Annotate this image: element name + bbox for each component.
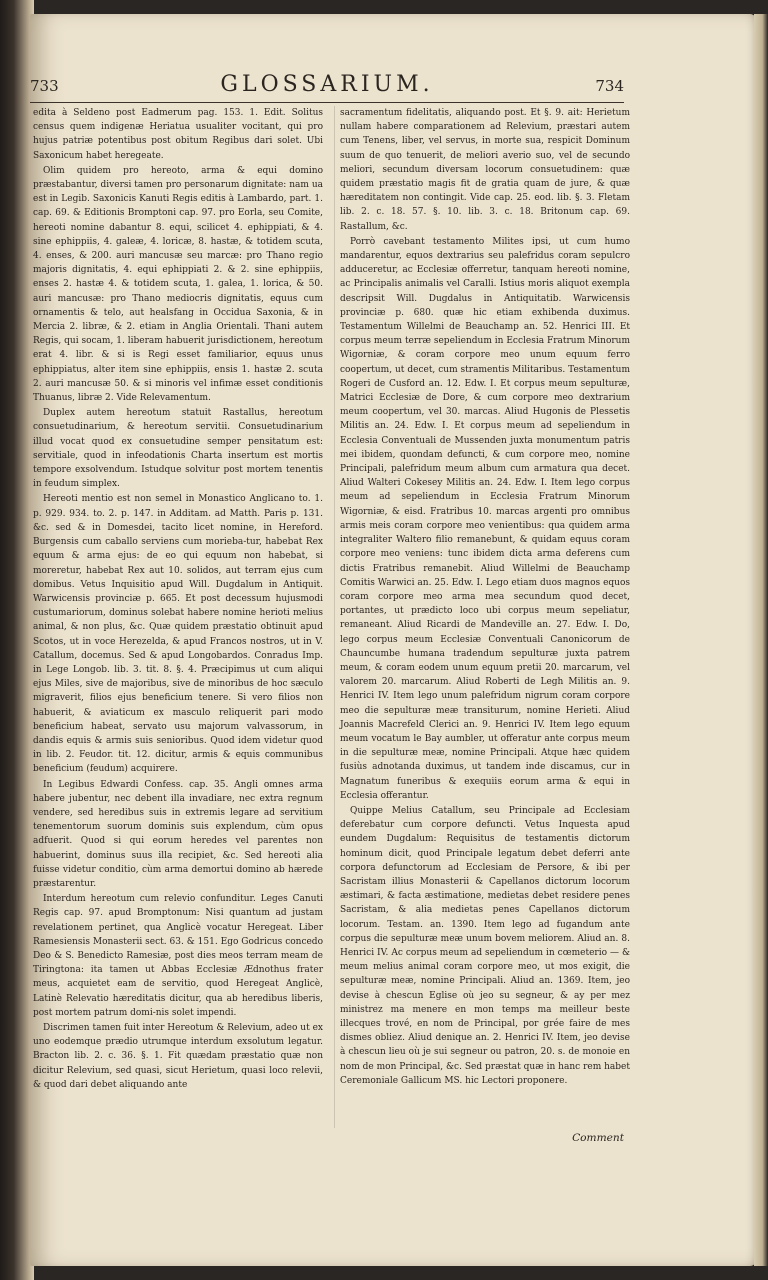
- header-rule: [30, 102, 624, 103]
- paragraph: Duplex autem hereotum statuit Rastallus, hereotum consuetudinarium, & hereotum servitii. Consuetudinarium illud vocat quod ex consuetudine semper pensitatum est: servitiale, quod in infeodationis Charta insertum est mortis tempore exsolvendum. Istudque solvitur post mortem tenentis in feudum simplex.: [33, 408, 323, 490]
- paragraph: In Legibus Edwardi Confess. cap. 35. Angli omnes arma habere jubentur, nec debent illa invadiare, nec extra regnum vendere, sed heredibus suis in extremis legare ad servitium tenementorum suorum dominis suis explendum, cùm opus adfuerit. Quod si qui eorum heredes vel parentes non habuerint, dominus suus illa recipiet, &c. Sed hereoti alia fuisse videtur conditio, cùm arma demortui domino ab hærede præstarentur.: [33, 779, 323, 889]
- paragraph: Discrimen tamen fuit inter Hereotum & Relevium, adeo ut ex uno eodemque prædio utrumque interdum exsolutum legatur. Bracton lib. 2. c. 36. §. 1. Fit quædam præstatio quæ non dicitur Relevium, sed quasi, sicut Herietum, quasi loco relevii, & quod dari debet aliquando ante: [33, 1023, 323, 1090]
- left-page-number: 733: [30, 77, 59, 95]
- right-column: [340, 106, 630, 1089]
- page-header: [30, 72, 624, 106]
- column-divider: [334, 106, 335, 1128]
- paragraph: sacramentum fidelitatis, aliquando post. Et §. 9. ait: Herietum nullam habere comparationem ad Relevium, præstari autem cum Tenens, liber, vel servus, in morte sua, respicit Dominum suum de quo tenuerit, de meliori averio suo, vel de secundo meliori, secundum diversam locorum consuetudinem: quæ quidem præstatio magis fit de gratia quam de jure, & quæ hæreditatem non contingit. Vide cap. 25. eod. lib. §. 3. Fletam lib. 2. c. 18. 57. §. 10. lib. 3. c. 18. Britonum cap. 69. Rastallum, &c.: [340, 108, 630, 232]
- book-spine: [0, 0, 34, 1280]
- paragraph: Quippe Melius Catallum, seu Principale ad Ecclesiam deferebatur cum corpore defuncti. Vetus Inquesta apud eundem Dugdalum: Requisitus de testamentis dictorum hominum dicit, quod Principale legatum debet deferri ante corpora defunctorum ad Ecclesiam de Persore, & ibi per Sacristam illius Monasterii & Capellanos dictorum locorum æstimari, & facta æstimatione, medietas debet residere penes Sacristam, & alia medietas penes Capellanos dictorum locorum. Testam. an. 1390. Item lego ad fugandum ante corpus die sepulturæ meæ unum bovem meliorem. Aliud an. 8. Henrici IV. Ac corpus meum ad sepeliendum in cœmeterio — & meum melius animal coram corpore meo, ut mos exigit, die sepulturæ meæ, nomine Principali. Aliud an. 1369. Item, jeo devise à chescun Eglise où jeo su segneur, & ay per mez ministrez ma menere en mon temps ma meilleur beste illecques trové, en nom de Principal, por grée faire de mes dismes obliez. Aliud denique an. 2. Henrici IV. Item, jeo devise à chescun lieu où je sui segneur ou patron, 20. s. de monoie en nom de mon Principal, &c. Sed præstat quæ in hanc rem habet Ceremoniale Gallicum MS. hic Lectori proponere.: [340, 805, 630, 1086]
- catchword: Comment: [572, 1132, 624, 1144]
- paragraph: Interdum hereotum cum relevio confunditur. Leges Canuti Regis cap. 97. apud Bromptonum: Nisi quantum ad justam revelationem pertinet, qua Anglicè vocatur Heregeat. Liber Ramesiensis Monasterii sect. 63. & 151. Ego Godricus concedo Deo & S. Benedicto Ramesiæ, post dies meos terram meam de Tiringtona: ita tamen ut Abbas Ecclesiæ Ædnothus frater meus, acquietet eam de servitio, quod Heregeat Anglicè, Latinè Relevatio hæreditatis dicitur, qua ab heredibus liberis, post mortem patrum domi-nis solet impendi.: [33, 894, 323, 1018]
- page-edge: [754, 14, 768, 1266]
- paragraph: edita à Seldeno post Eadmerum pag. 153. 1. Edit. Solitus census quem indigenæ Heriatua usualiter vocitant, qui pro hujus patriæ potentibus post obitum Regibus dari solet. Ubi Saxonicum habet heregeate.: [33, 108, 323, 161]
- running-title: GLOSSARIUM.: [220, 72, 434, 97]
- paragraph: Porrò cavebant testamento Milites ipsi, ut cum humo mandarentur, equos dextrarius seu palefridus coram sepulcro adduceretur, ac Ecclesiæ offerretur, tanquam hereoti nomine, ac Principalis animalis vel Caralli. Istius moris aliquot exempla descripsit Will. Dugdalus in Antiquitatib. Warwicensis provinciæ p. 680. quæ hic etiam exhibenda duximus. Testamentum Willelmi de Beauchamp an. 52. Henrici III. Et corpus meum terræ sepeliendum in Ecclesia Fratrum Minorum Wigorniæ, & coram corpore meo unum equum ferro coopertum, ut decet, cum stramentis Militaribus. Testamentum Rogeri de Cusford an. 12. Edw. I. Et corpus meum sepulturæ, Matrici Ecclesiæ de Dore, & cum corpore meo dextrarium meum coopertum, vel 30. marcas. Aliud Hugonis de Plessetis Militis an. 24. Edw. I. Et corpus meum ad sepeliendum in Ecclesia Conventuali de Mussenden juxta monumentum patris mei ibidem, quondam defuncti, & cum corpore meo, nomine Principali, palefridum meum album cum armatura qua decet. Aliud Walteri Cokesey Militis an. 24. Edw. I. Item lego corpus meum ad sepeliendum in Ecclesia Fratrum Minorum Wigorniæ, & eisd. Fratribus 10. marcas argenti pro omnibus armis meis coram corpore meo venientibus: qua quidem arma integraliter Waltero filio remanebunt, & quidam equus coram corpore meo veniens: tunc ibidem dicta arma deferens cum dictis Fratribus remanebit. Aliud Willelmi de Beauchamp Comitis Warwici an. 25. Edw. I. Lego etiam duos magnos equos coram corpore meo arma mea secundum quod decet, portantes, ut prædicto loco ubi corpus meum sepeliatur, remaneant. Aliud Ricardi de Mandeville an. 27. Edw. I. Do, lego corpus meum Ecclesiæ Conventuali Canonicorum de Chauncumbe humana tradendum sepulturæ juxta patrem meum, & coram eodem unum equum pretii 20. marcarum, vel valorem 20. marcarum. Aliud Roberti de Legh Militis an. 9. Henrici IV. Item lego unum palefridum nigrum coram corpore meo die sepulturæ meæ transiturum, nomine Herieti. Aliud Joannis Macrefeld Clerici an. 9. Henrici IV. Item lego equum meum vocatum le Bay aumbler, ut offeratur ante corpus meum in die sepulturæ meæ, nomine Principali. Atque hæc quidem fusiùs adnotanda duximus, ut tandem inde discamus, cur in Magnatum funeribus & exequiis eorum arma & equi in Ecclesia offerantur.: [340, 236, 630, 801]
- right-page-number: 734: [595, 77, 624, 95]
- paragraph: Hereoti mentio est non semel in Monastico Anglicano to. 1. p. 929. 934. to. 2. p. 147. in Additam. ad Matth. Paris p. 131. &c. sed & in Domesdei, tacito licet nomine, in Hereford. Burgensis cum caballo serviens cum morieba-tur, habebat Rex equum & arma ejus: de eo qui equum non habebat, si moreretur, habebat Rex aut 10. solidos, aut terram ejus cum domibus. Vetus Inquisitio apud Will. Dugdalum in Antiquit. Warwicensis provinciæ p. 665. Et post decessum hujusmodi custumariorum, dominus solebat habere nomine herioti melius animal, & non plus, &c. Quæ quidem præstatio obtinuit apud Scotos, ut in voce Herezelda, & apud Francos nostros, ut in V. Catallum, docemus. Sed & apud Longobardos. Conradus Imp. in Lege Longob. lib. 3. tit. 8. §. 4. Præcipimus ut cum aliqui ejus Miles, sive de majoribus, sive de minoribus de hoc sæculo migraverit, filios ejus beneficium tenere. Si vero filios non habuerit, & aviaticum ex masculo reliquerit pari modo beneficium habeat, servato usu majorum valvassorum, in dandis equis & armis suis senioribus. Quod idem videtur quod in lib. 2. Feudor. tit. 12. dicitur, armis & equis communibus beneficium (feudum) acquirere.: [33, 494, 323, 775]
- left-column: [33, 106, 323, 1093]
- paragraph: Olim quidem pro hereoto, arma & equi domino præstabantur, diversi tamen pro personarum dignitate: nam ua est in Legib. Saxonicis Kanuti Regis editis à Lambardo, part. 1. cap. 69. & Editionis Bromptoni cap. 97. pro Eorla, seu Comite, hereoti nomine dabantur 8. equi, scilicet 4. ephippiati, & 4. sine ephippiis, 4. galeæ, 4. loricæ, 8. hastæ, & totidem scuta, 4. enses, & 200. auri mancusæ seu marcæ: pro Thano regio majoris dignitatis, 4. equi ephippiati 2. & 2. sine ephippiis, enses 2. hastæ 4. & totidem scuta, 1. galea, 1. lorica, & 50. auri mancusæ: pro Thano mediocris dignitatis, equus cum ornamentis & telo, aut healsfang in Occidua Saxonia, & in Mercia 2. libræ, & 2. etiam in Anglia Orientali. Thani autem Regis, qui socam, 1. liberam habuerit jurisdictionem, hereotum erat 4. libr. & si is Regi esset familiarior, equus unus ephippiatus, alter item sine ephippiis, ensis 1. hastæ 2. scuta 2. auri mancusæ 50. & si minoris vel infimæ esset conditionis Thuanus, libræ 2. Vide Relevamentum.: [33, 165, 323, 404]
